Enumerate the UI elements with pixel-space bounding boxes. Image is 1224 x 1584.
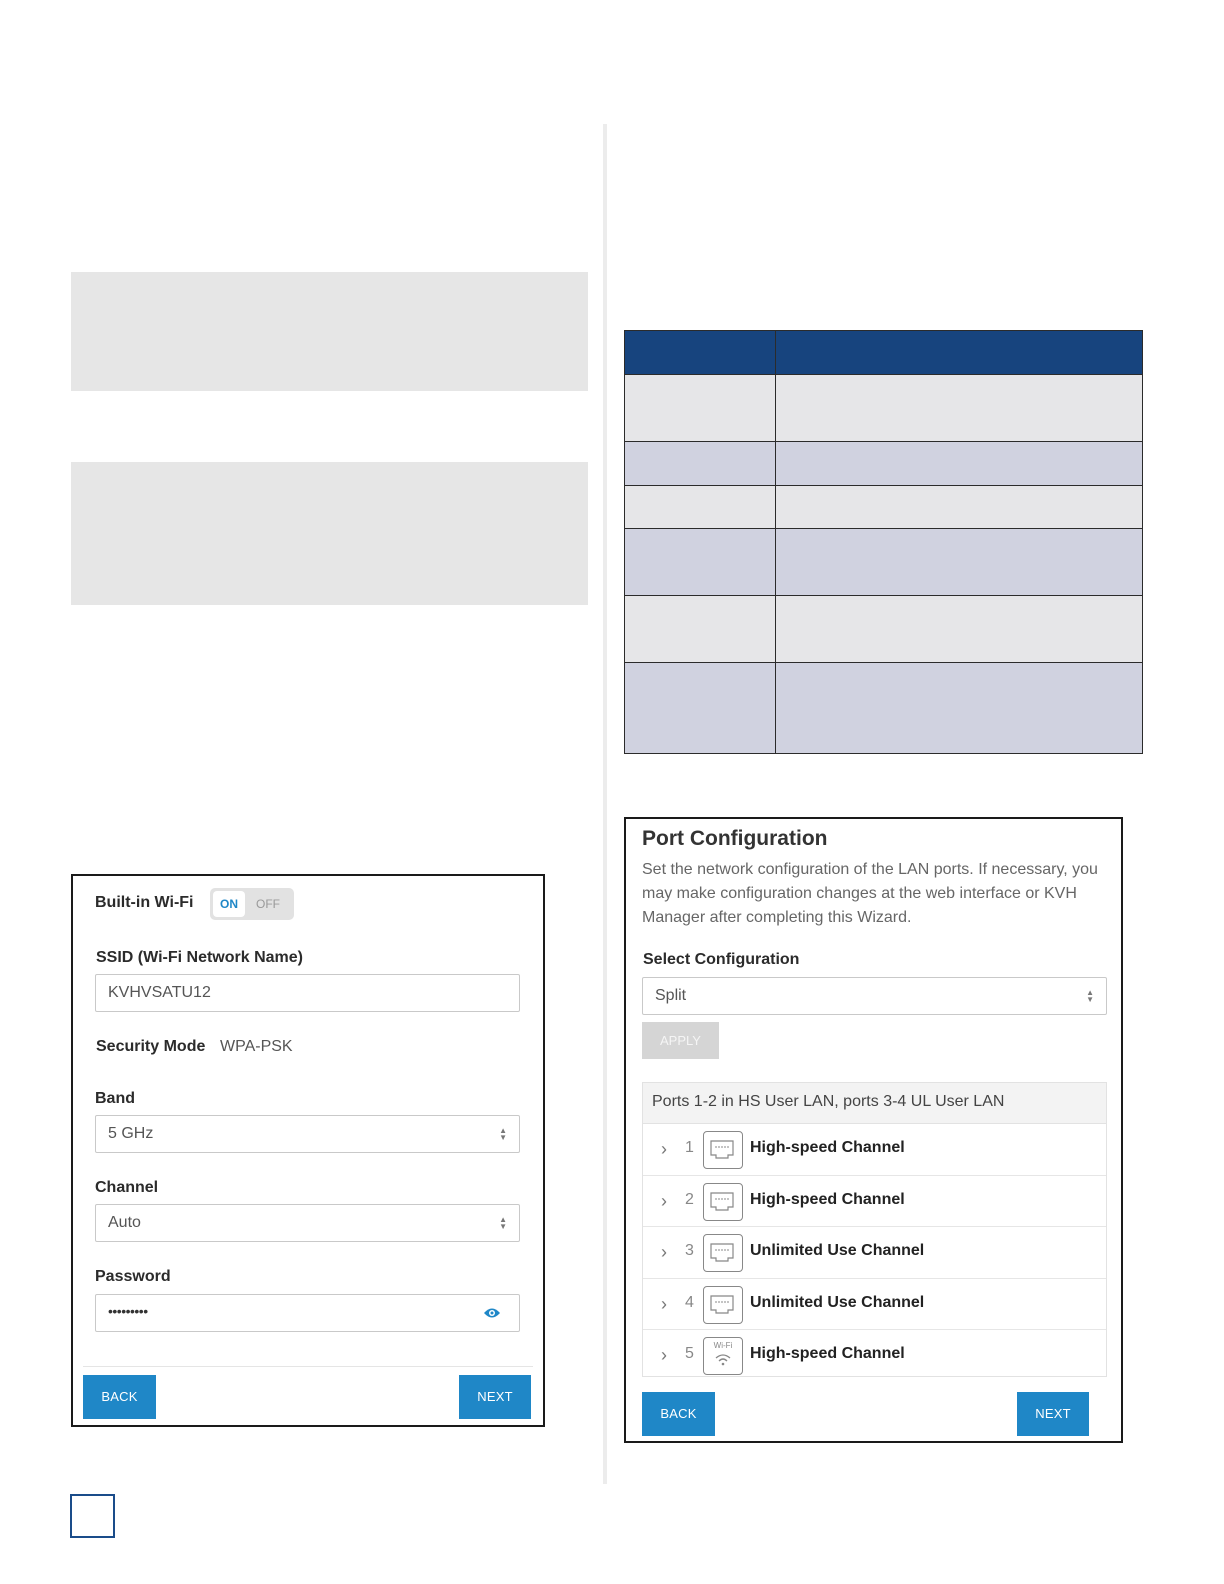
table-row xyxy=(625,529,1143,596)
expand-chevron-icon[interactable]: › xyxy=(661,1345,667,1365)
builtin-wifi-label: Built-in Wi-Fi xyxy=(95,894,194,911)
port-channel-name: Unlimited Use Channel xyxy=(750,1293,925,1311)
toggle-on[interactable]: ON xyxy=(213,891,245,917)
note-box-2 xyxy=(71,462,588,605)
table-row xyxy=(625,486,1143,529)
band-value: 5 GHz xyxy=(108,1125,154,1142)
port-row[interactable] xyxy=(643,1279,1106,1331)
note-box-1 xyxy=(71,272,588,391)
wifi-toggle[interactable] xyxy=(210,888,294,920)
password-value: ••••••••• xyxy=(108,1303,148,1319)
table-header-cell xyxy=(625,331,776,375)
settings-table xyxy=(624,330,1143,754)
select-arrows-icon: ▲ ▼ xyxy=(499,1215,507,1231)
column-divider xyxy=(603,124,607,1484)
password-input[interactable] xyxy=(95,1294,520,1332)
port-list xyxy=(642,1082,1107,1377)
select-arrows-icon: ▲ ▼ xyxy=(499,1126,507,1142)
port-channel-name: High-speed Channel xyxy=(750,1139,905,1156)
port-number: 2 xyxy=(685,1190,694,1208)
panel-title: Port Configuration xyxy=(642,827,828,850)
security-mode-label: Security Mode xyxy=(96,1038,206,1055)
port-list-header-text: Ports 1-2 in HS User LAN, ports 3-4 UL User LAN xyxy=(652,1093,1005,1110)
port-list-header xyxy=(643,1083,1106,1124)
back-button[interactable]: BACK xyxy=(83,1375,156,1419)
toggle-off[interactable]: OFF xyxy=(256,897,280,911)
port-row[interactable] xyxy=(643,1227,1106,1279)
wifi-port-icon xyxy=(703,1337,743,1375)
band-label: Band xyxy=(95,1090,135,1107)
panel-description: Set the network configuration of the LAN ports. If necessary, you may make configuration changes at the web interface or KVH Manager after completing this Wizard. xyxy=(642,861,1098,926)
back-button[interactable]: BACK xyxy=(642,1392,715,1436)
wifi-icon-label: Wi-Fi xyxy=(713,1341,733,1350)
select-arrows-icon: ▲ ▼ xyxy=(1086,988,1094,1004)
channel-value: Auto xyxy=(108,1214,141,1231)
ethernet-port-icon xyxy=(703,1183,743,1221)
password-label: Password xyxy=(95,1268,171,1285)
table-row xyxy=(625,663,1143,754)
port-number: 4 xyxy=(685,1293,694,1311)
ssid-input[interactable] xyxy=(95,974,520,1012)
band-select[interactable] xyxy=(95,1115,520,1153)
port-configuration-panel xyxy=(624,817,1123,1443)
port-number: 1 xyxy=(685,1139,694,1156)
expand-chevron-icon[interactable]: › xyxy=(661,1139,667,1159)
table-row xyxy=(625,596,1143,663)
next-button[interactable]: NEXT xyxy=(1017,1392,1089,1436)
expand-chevron-icon[interactable]: › xyxy=(661,1190,667,1211)
port-channel-name: Unlimited Use Channel xyxy=(750,1242,925,1259)
select-configuration-label: Select Configuration xyxy=(643,951,800,968)
table-header-row xyxy=(625,331,1143,375)
ethernet-port-icon xyxy=(703,1234,743,1272)
port-row[interactable] xyxy=(643,1176,1106,1228)
channel-select[interactable] xyxy=(95,1204,520,1242)
ssid-label: SSID (Wi-Fi Network Name) xyxy=(96,949,303,966)
expand-chevron-icon[interactable]: › xyxy=(661,1242,667,1262)
table-row xyxy=(625,442,1143,486)
apply-button[interactable]: APPLY xyxy=(642,1022,719,1059)
port-number: 5 xyxy=(685,1345,694,1362)
next-button[interactable]: NEXT xyxy=(459,1375,531,1419)
port-row[interactable] xyxy=(643,1124,1106,1176)
expand-chevron-icon[interactable]: › xyxy=(661,1293,667,1314)
table-row xyxy=(625,375,1143,442)
ethernet-port-icon xyxy=(703,1286,743,1324)
wifi-settings-panel xyxy=(71,874,545,1427)
port-number: 3 xyxy=(685,1242,694,1259)
footer-divider xyxy=(83,1366,533,1367)
table-header-cell xyxy=(776,331,1143,375)
page-number-box xyxy=(70,1494,115,1538)
channel-label: Channel xyxy=(95,1179,159,1196)
configuration-value: Split xyxy=(655,987,687,1004)
ssid-value: KVHVSATU12 xyxy=(108,984,211,1001)
ethernet-port-icon xyxy=(703,1131,743,1169)
configuration-select[interactable] xyxy=(642,977,1107,1015)
port-channel-name: High-speed Channel xyxy=(750,1190,905,1208)
port-row[interactable] xyxy=(643,1330,1106,1381)
port-channel-name: High-speed Channel xyxy=(750,1345,905,1362)
show-password-icon[interactable] xyxy=(483,1306,501,1320)
security-mode-value: WPA-PSK xyxy=(220,1038,293,1055)
